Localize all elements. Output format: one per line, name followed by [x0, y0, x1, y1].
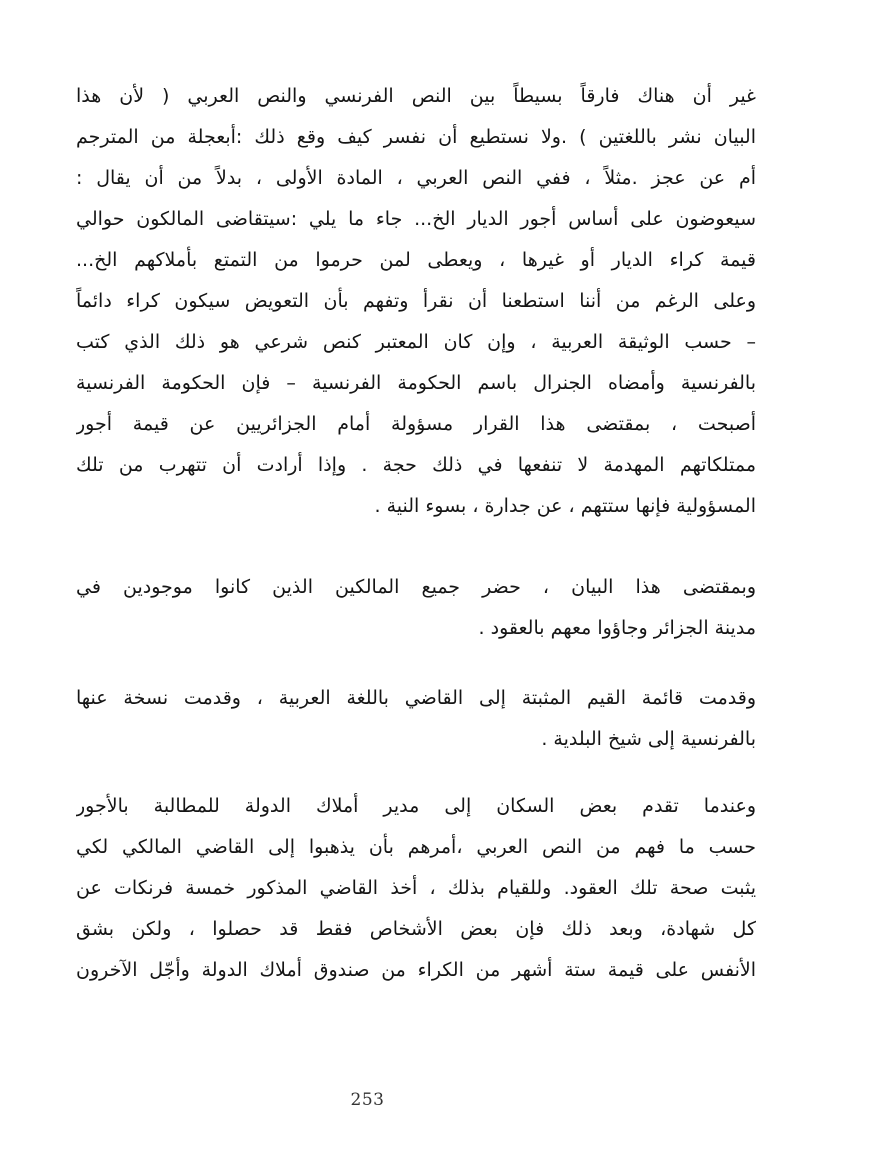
page-number: 253	[350, 1090, 385, 1110]
text-line: أصبحت ، بمقتضى هذا القرار مسؤولة أمام الجزائريين عن قيمة أجور	[76, 413, 756, 435]
text-line: بالفرنسية إلى شيخ البلدية .	[541, 728, 756, 750]
text-line: وبمقتضى هذا البيان ، حضر جميع المالكين الذين كانوا موجودين في	[76, 576, 756, 598]
text-line: وعندما تقدم بعض السكان إلى مدير أملاك الدولة للمطالبة بالأجور	[76, 795, 756, 817]
text-line: كل شهادة، وبعد ذلك فإن بعض الأشخاص فقط قد حصلوا ، ولكن بشق	[76, 918, 756, 940]
text-line: وعلى الرغم من أننا استطعنا أن نقرأ وتفهم بأن التعويض سيكون كراء دائماً	[76, 290, 756, 312]
text-line: – حسب الوثيقة العربية ، وإن كان المعتبر كنص شرعي هو ذلك الذي كتب	[76, 331, 756, 353]
text-line: حسب ما فهم من النص العربي ،أمرهم بأن يذهبوا إلى القاضي المالكي لكي	[76, 836, 756, 858]
text-line: غير أن هناك فارقاً بسيطاً بين النص الفرنسي والنص العربي ( لأن هذا	[76, 85, 756, 107]
paragraph-2	[76, 567, 756, 649]
paragraph-4	[76, 786, 756, 991]
paragraph-3	[76, 678, 756, 760]
paragraph-1	[76, 76, 756, 527]
text-line: وقدمت قائمة القيم المثبتة إلى القاضي باللغة العربية ، وقدمت نسخة عنها	[76, 687, 756, 709]
text-line: ممتلكاتهم المهدمة لا تنفعها في ذلك حجة . وإذا أرادت أن تتهرب من تلك	[76, 454, 756, 476]
text-line: سيعوضون على أساس أجور الديار الخ... جاء ما يلي :سيتقاضى المالكون حوالي	[76, 208, 756, 230]
text-line: أم عن عجز .مثلاً ، ففي النص العربي ، المادة الأولى ، بدلاً من أن يقال :	[76, 167, 756, 189]
text-line: المسؤولية فإنها ستتهم ، عن جدارة ، بسوء النية .	[374, 495, 756, 517]
text-line: البيان نشر باللغتين ) .ولا نستطيع أن نفسر كيف وقع ذلك :أبعجلة من المترجم	[76, 126, 756, 148]
text-line: مدينة الجزائر وجاؤوا معهم بالعقود .	[478, 617, 756, 639]
text-line: يثبت صحة تلك العقود. وللقيام بذلك ، أخذ القاضي المذكور خمسة فرنكات عن	[76, 877, 756, 899]
text-line: قيمة كراء الديار أو غيرها ، ويعطى لمن حرموا من التمتع بأملاكهم الخ...	[76, 249, 756, 271]
text-line: بالفرنسية وأمضاه الجنرال باسم الحكومة الفرنسية – فإن الحكومة الفرنسية	[76, 372, 756, 394]
text-line: الأنفس على قيمة ستة أشهر من الكراء من صندوق أملاك الدولة وأجّل الآخرون	[76, 959, 756, 981]
